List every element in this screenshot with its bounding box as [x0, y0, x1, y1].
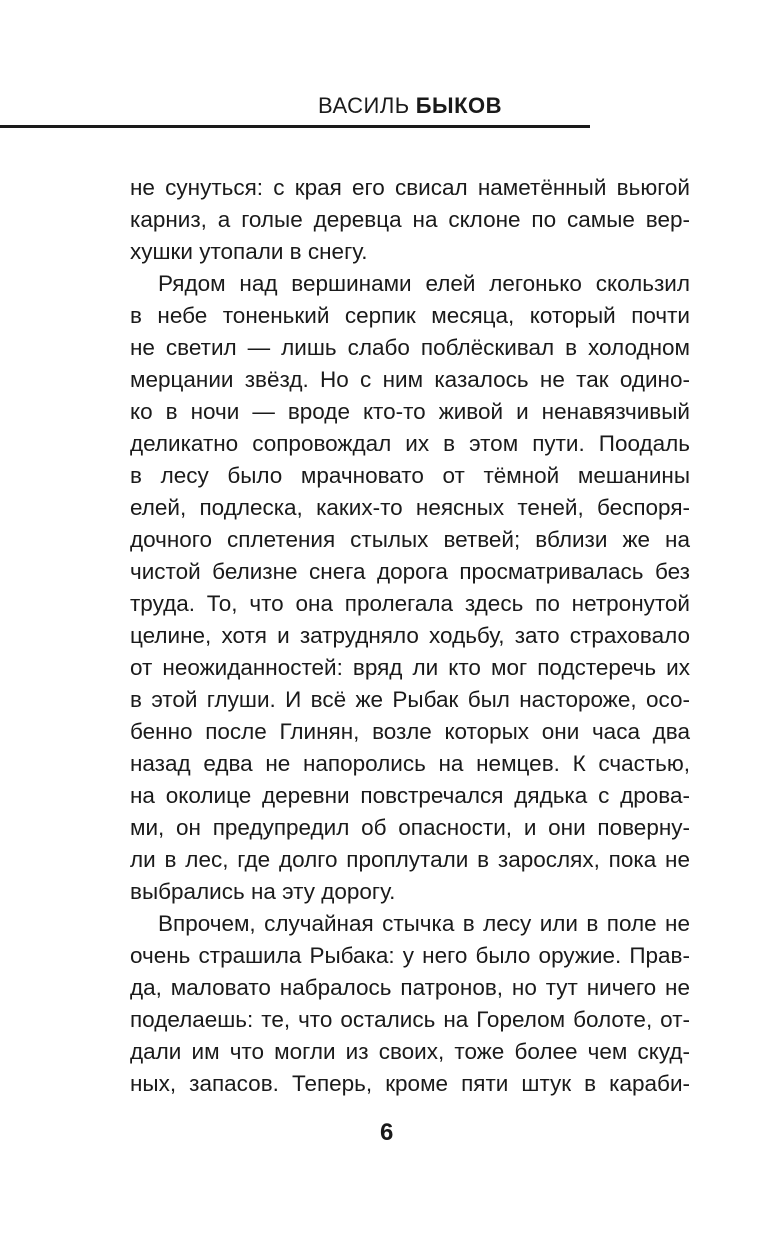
text-line: хушки утопали в снегу. [130, 239, 368, 264]
text-line: Рядом над вершинами елей легонько скользил [158, 271, 690, 296]
text-line: не светил — лишь слабо поблёскивал в холодном [130, 335, 690, 360]
header-rule [0, 125, 590, 128]
text-line: ли в лес, где долго проплутали в зарослях, пока не [130, 847, 690, 872]
text-line: карниз, а голые деревца на склоне по самые вер- [130, 207, 690, 232]
text-line: очень страшила Рыбака: у него было оружие. Прав- [130, 943, 690, 968]
text-line: труда. То, что она пролегала здесь по нетронутой [130, 591, 690, 616]
text-line: деликатно сопровождал их в этом пути. Поодаль [130, 431, 690, 456]
text-line: в небе тоненький серпик месяца, который почти [130, 303, 690, 328]
text-line: дали им что могли из своих, тоже более чем скуд- [130, 1039, 690, 1064]
text-line: поделаешь: те, что остались на Горелом болоте, от- [130, 1007, 690, 1032]
text-line: ми, он предупредил об опасности, и они поверну- [130, 815, 690, 840]
text-line: бенно после Глинян, возле которых они часа два [130, 719, 690, 744]
text-line: назад едва не напоролись на немцев. К счастью, [130, 751, 690, 776]
text-line: в лесу было мрачновато от тёмной мешанины [130, 463, 690, 488]
running-head [0, 92, 502, 120]
text-line: целине, хотя и затрудняло ходьбу, зато страховало [130, 623, 690, 648]
text-line: мерцании звёзд. Но с ним казалось не так одино- [130, 367, 690, 392]
text-line: ко в ночи — вроде кто-то живой и ненавязчивый [130, 399, 690, 424]
text-line: дочного сплетения стылых ветвей; вблизи же на [130, 527, 690, 552]
text-line: в этой глуши. И всё же Рыбак был настороже, осо- [130, 687, 690, 712]
author-first-name: ВАСИЛЬ [318, 93, 410, 118]
text-line: Впрочем, случайная стычка в лесу или в поле не [158, 911, 690, 936]
text-line: елей, подлеска, каких-то неясных теней, беспоря- [130, 495, 690, 520]
text-line: от неожиданностей: вряд ли кто мог подстеречь их [130, 655, 690, 680]
text-line: не сунуться: с края его свисал наметённый вьюгой [130, 175, 690, 200]
author-last-name: БЫКОВ [415, 93, 502, 118]
page-number: 6 [380, 1119, 394, 1146]
body-text [130, 172, 690, 1100]
text-line: выбрались на эту дорогу. [130, 879, 396, 904]
text-line: ных, запасов. Теперь, кроме пяти штук в караби- [130, 1071, 690, 1096]
text-line: да, маловато набралось патронов, но тут ничего не [130, 975, 690, 1000]
text-line: на околице деревни повстречался дядька с дрова- [130, 783, 690, 808]
text-line: чистой белизне снега дорога просматривалась без [130, 559, 690, 584]
